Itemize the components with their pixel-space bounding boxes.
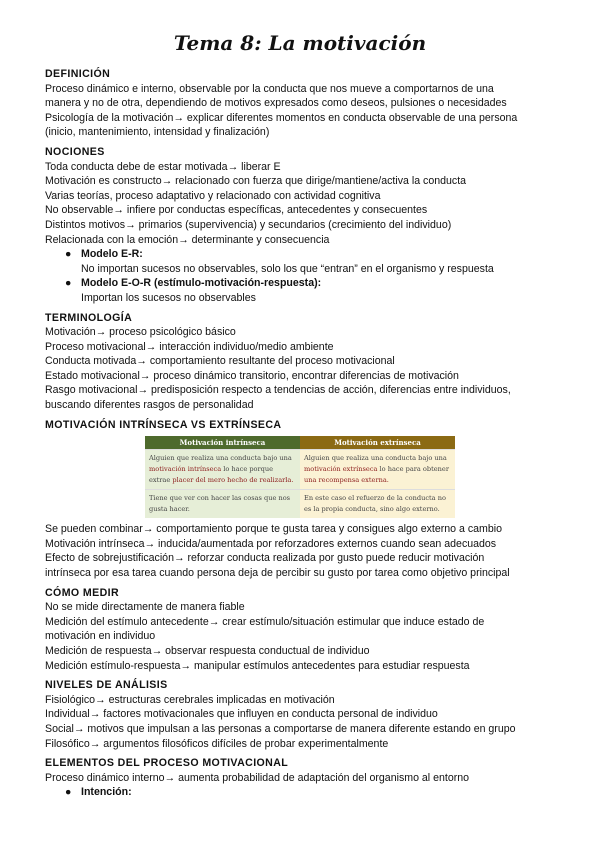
niveles-line-4: Filosófico→ argumentos filosóficos difíciles de probar experimentalmente bbox=[45, 737, 389, 750]
intrinseca-line-3: Efecto de sobrejustificación→ reforzar conducta realizada por gusto puede reducir motivación bbox=[45, 552, 485, 565]
bullet-title: Intención: bbox=[81, 786, 132, 799]
header-intrinseca: Motivación intrínseca bbox=[145, 436, 300, 450]
table-cell bbox=[145, 450, 300, 490]
terminologia-line-1: Motivación→ proceso psicológico básico bbox=[45, 326, 236, 339]
cell-text: Alguien que realiza una conducta bajo una bbox=[304, 454, 447, 463]
list-item bbox=[65, 785, 565, 800]
terminologia-line-3: Conducta motivada→ comportamiento resultante del proceso motivacional bbox=[45, 355, 395, 368]
nociones-bullet-list bbox=[45, 247, 565, 305]
intrinseca-line-1: Se pueden combinar→ comportamiento porque te gusta tarea y consigues algo externo a cambio bbox=[45, 523, 502, 536]
table-cell: Tiene que ver con hacer las cosas que nos gusta hacer. bbox=[145, 490, 300, 519]
heading-terminologia: TERMINOLOGÍA bbox=[45, 311, 133, 324]
cell-highlight: motivación intrínseca bbox=[149, 465, 222, 474]
elementos-bullet-list bbox=[45, 785, 565, 800]
nociones-line-6: Relacionada con la emoción→ determinante y consecuencia bbox=[45, 233, 330, 246]
table-cell bbox=[300, 450, 455, 490]
header-extrinseca: Motivación extrínseca bbox=[300, 436, 455, 450]
heading-nociones: NOCIONES bbox=[45, 145, 105, 158]
medir-line-1: No se mide directamente de manera fiable bbox=[45, 601, 245, 614]
terminologia-line-6: buscando diferentes rasgos de personalidad bbox=[45, 399, 254, 412]
nociones-line-1: Toda conducta debe de estar motivada→ liberar E bbox=[45, 160, 281, 173]
comparison-table bbox=[145, 436, 455, 518]
cell-highlight: placer del mero hecho de realizarla. bbox=[172, 476, 294, 485]
bullet-dot-icon: ● bbox=[65, 277, 72, 290]
document-body bbox=[45, 67, 565, 800]
list-item bbox=[65, 247, 565, 276]
bullet-title: Modelo E-O-R (estímulo-motivación-respuesta): bbox=[81, 277, 322, 290]
heading-medir: CÓMO MEDIR bbox=[45, 586, 120, 599]
nociones-line-4: No observable→ infiere por conductas específicas, antecedentes y consecuentes bbox=[45, 204, 428, 217]
niveles-line-3: Social→ motivos que impulsan a las personas a comportarse de manera diferente estando en grupo bbox=[45, 722, 516, 735]
medir-line-5: Medición estímulo-respuesta→ manipular estímulos antecedentes para estudiar respuesta bbox=[45, 659, 470, 672]
cell-text: lo hace para obtener bbox=[377, 465, 449, 474]
nociones-line-2: Motivación es constructo→ relacionado con fuerza que dirige/mantiene/activa la conducta bbox=[45, 175, 467, 188]
list-item bbox=[65, 276, 565, 305]
page-title: Tema 8: La motivación bbox=[173, 31, 427, 55]
bullet-text: No importan sucesos no observables, solo los que “entran” en el organismo y respuesta bbox=[81, 262, 494, 275]
intrinseca-line-4: intrínseca por esa tarea cuando persona deja de percibir su gusto por tarea como objetivo principal bbox=[45, 567, 510, 580]
table-row bbox=[145, 450, 455, 490]
terminologia-line-5: Rasgo motivacional→ predisposición respecto a tendencias de acción, diferencias entre individuos, bbox=[45, 384, 511, 397]
heading-definicion: DEFINICIÓN bbox=[45, 68, 111, 80]
bullet-dot-icon: ● bbox=[65, 786, 72, 799]
medir-line-4: Medición de respuesta→ observar respuesta conductual de individuo bbox=[45, 645, 370, 657]
bullet-title: Modelo E-R: bbox=[81, 248, 143, 261]
cell-text: Alguien que realiza una conducta bajo una bbox=[149, 454, 292, 463]
nociones-line-5: Distintos motivos→ primarios (supervivencia) y secundarios (crecimiento del individuo) bbox=[45, 218, 452, 231]
elementos-line-1: Proceso dinámico interno→ aumenta probabilidad de adaptación del organismo al entorno bbox=[45, 771, 470, 784]
table-row bbox=[145, 490, 455, 519]
definicion-line-3: Psicología de la motivación→ explicar diferentes momentos en conducta observable de una persona bbox=[45, 111, 518, 124]
cell-text: lo hace porque extrae bbox=[149, 465, 274, 485]
heading-intrinseca: MOTIVACIÓN INTRÍNSECA VS EXTRÍNSECA bbox=[45, 418, 282, 431]
table-cell: En este caso el refuerzo de la conducta no es la propia conducta, sino algo externo. bbox=[300, 490, 455, 519]
cell-highlight: motivación extrínseca bbox=[304, 465, 378, 474]
heading-elementos: ELEMENTOS DEL PROCESO MOTIVACIONAL bbox=[45, 757, 289, 770]
niveles-line-1: Fisiológico→ estructuras cerebrales implicadas en motivación bbox=[45, 693, 335, 706]
medir-line-3: motivación en individuo bbox=[45, 630, 156, 643]
table-header-row bbox=[145, 436, 455, 450]
definicion-line-4: (inicio, mantenimiento, intensidad y finalización) bbox=[45, 126, 270, 139]
bullet-text: Importan los sucesos no observables bbox=[81, 291, 256, 304]
intrinseca-line-2: Motivación intrínseca→ inducida/aumentada por reforzadores externos cuando sean adecuados bbox=[45, 537, 497, 550]
nociones-line-3: Varias teorías, proceso adaptativo y relacionado con actividad cognitiva bbox=[45, 189, 381, 202]
terminologia-line-2: Proceso motivacional→ interacción individuo/medio ambiente bbox=[45, 340, 334, 353]
terminologia-line-4: Estado motivacional→ proceso dinámico transitorio, encontrar diferencias de motivación bbox=[45, 369, 459, 382]
definicion-line-1: Proceso dinámico e interno, observable por la conducta que nos mueve a comportarnos de una bbox=[45, 82, 494, 95]
medir-line-2: Medición del estímulo antecedente→ crear estímulo/situación estimular que induce estado de bbox=[45, 615, 485, 628]
niveles-line-2: Individual→ factores motivacionales que influyen en conducta personal de individuo bbox=[45, 708, 438, 721]
heading-niveles: NIVELES DE ANÁLISIS bbox=[45, 679, 168, 692]
comparison-table-image bbox=[145, 436, 455, 518]
definicion-line-2: manera y no de otra, dependiendo de motivos expresados como deseos, pulsiones o necesidades bbox=[45, 97, 507, 110]
cell-highlight: una recompensa externa. bbox=[304, 476, 389, 485]
bullet-dot-icon: ● bbox=[65, 248, 72, 261]
